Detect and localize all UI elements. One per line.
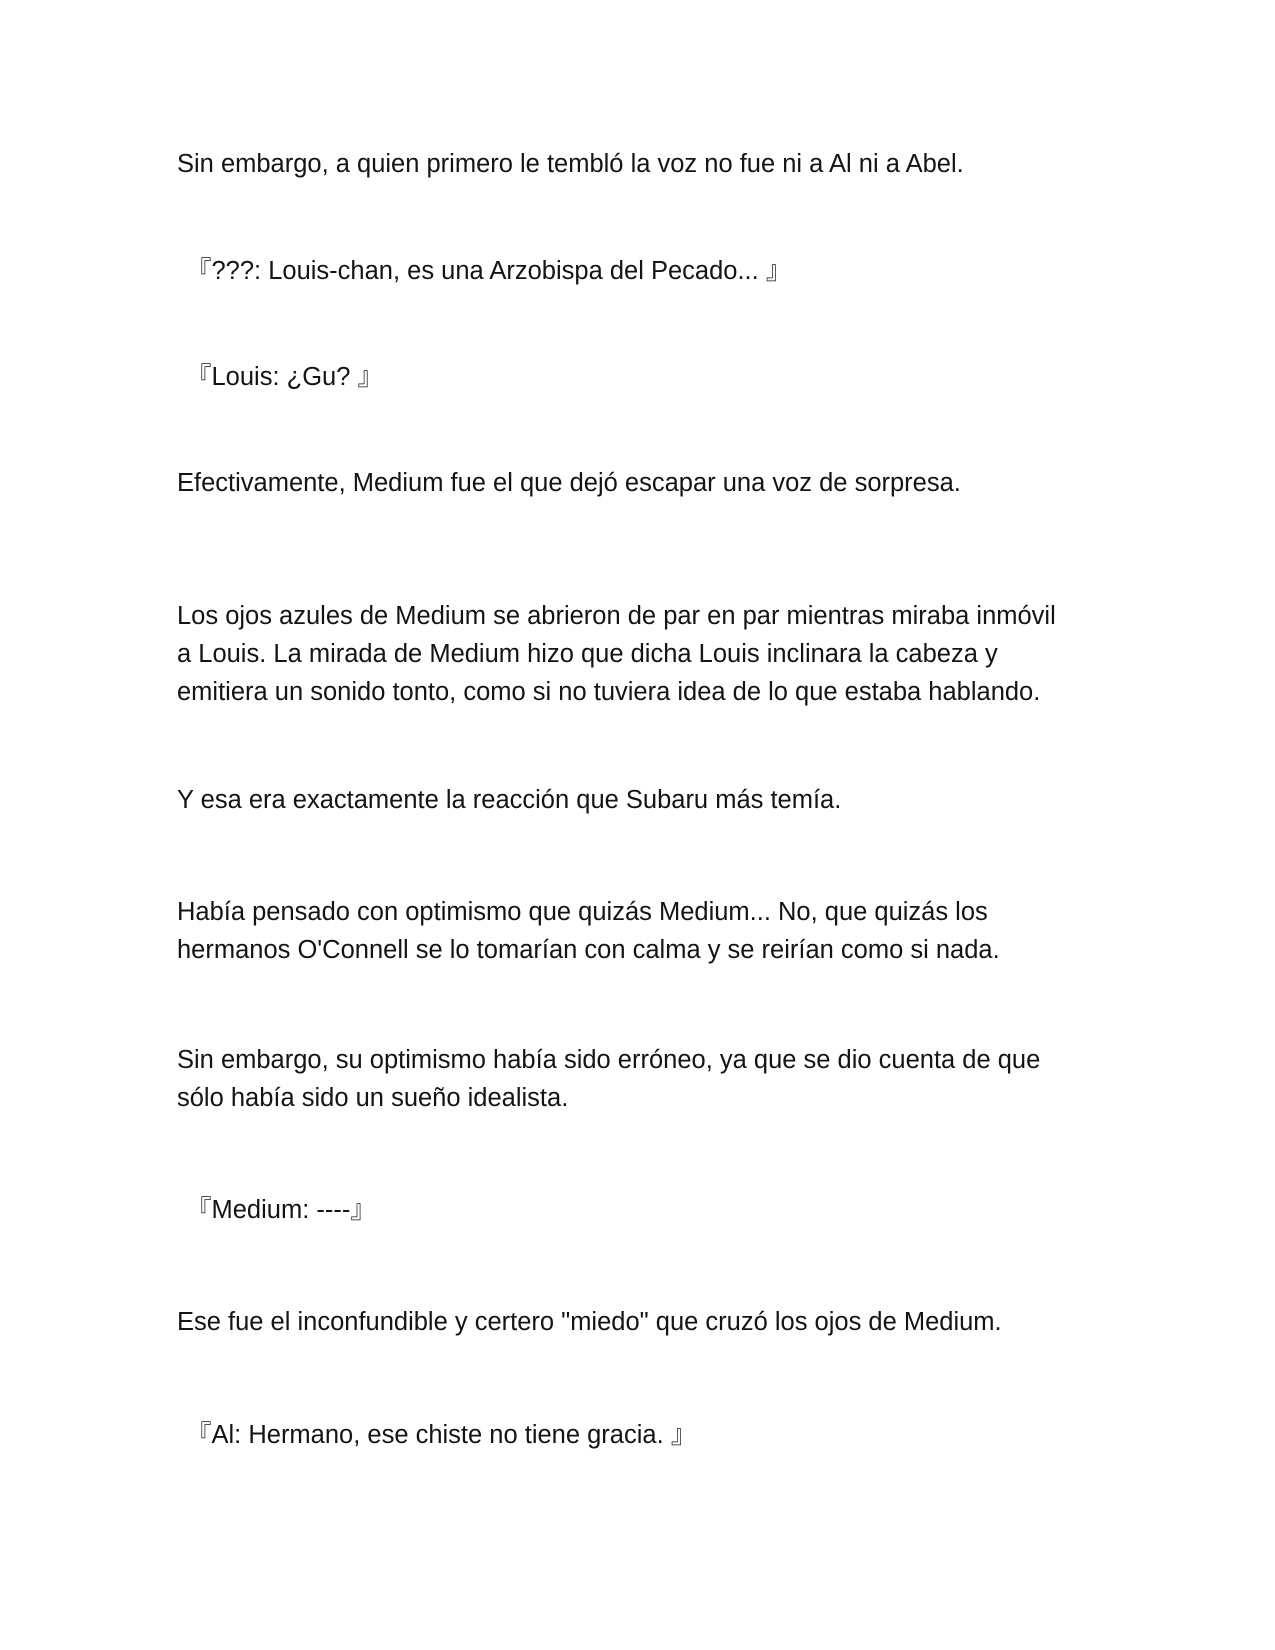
text-line: 『Medium: ----』 <box>186 1196 376 1224</box>
paragraph-narration <box>177 1303 1117 1341</box>
text-line: sólo había sido un sueño idealista. <box>177 1084 569 1112</box>
text-line: hermanos O'Connell se lo tomarían con calma y se reirían como si nada. <box>177 936 1000 964</box>
paragraph-dialogue <box>186 1191 1126 1229</box>
text-line: 『Louis: ¿Gu? 』 <box>186 363 383 391</box>
paragraph-narration <box>177 145 1117 183</box>
text-line: Había pensado con optimismo que quizás Medium... No, que quizás los <box>177 898 988 926</box>
text-line: emitiera un sonido tonto, como si no tuviera idea de lo que estaba hablando. <box>177 678 1041 706</box>
paragraph-narration <box>177 464 1117 502</box>
paragraph-narration <box>177 781 1117 819</box>
text-line: a Louis. La mirada de Medium hizo que dicha Louis inclinara la cabeza y <box>177 640 998 668</box>
paragraph-dialogue <box>186 358 1126 396</box>
paragraph-dialogue <box>186 1416 1126 1454</box>
paragraph-dialogue <box>186 252 1126 290</box>
paragraph-narration <box>177 597 1117 711</box>
text-line: 『???: Louis-chan, es una Arzobispa del Pecado... 』 <box>186 257 792 285</box>
text-line: Sin embargo, su optimismo había sido erróneo, ya que se dio cuenta de que <box>177 1046 1041 1074</box>
paragraph-narration <box>177 893 1117 969</box>
paragraph-narration <box>177 1041 1117 1117</box>
text-line: Sin embargo, a quien primero le tembló la voz no fue ni a Al ni a Abel. <box>177 150 964 178</box>
text-line: Y esa era exactamente la reacción que Subaru más temía. <box>177 786 842 814</box>
text-line: Ese fue el inconfundible y certero "miedo" que cruzó los ojos de Medium. <box>177 1308 1002 1336</box>
text-line: 『Al: Hermano, ese chiste no tiene gracia. 』 <box>186 1421 697 1449</box>
text-line: Los ojos azules de Medium se abrieron de par en par mientras miraba inmóvil <box>177 602 1056 630</box>
text-line: Efectivamente, Medium fue el que dejó escapar una voz de sorpresa. <box>177 469 961 497</box>
